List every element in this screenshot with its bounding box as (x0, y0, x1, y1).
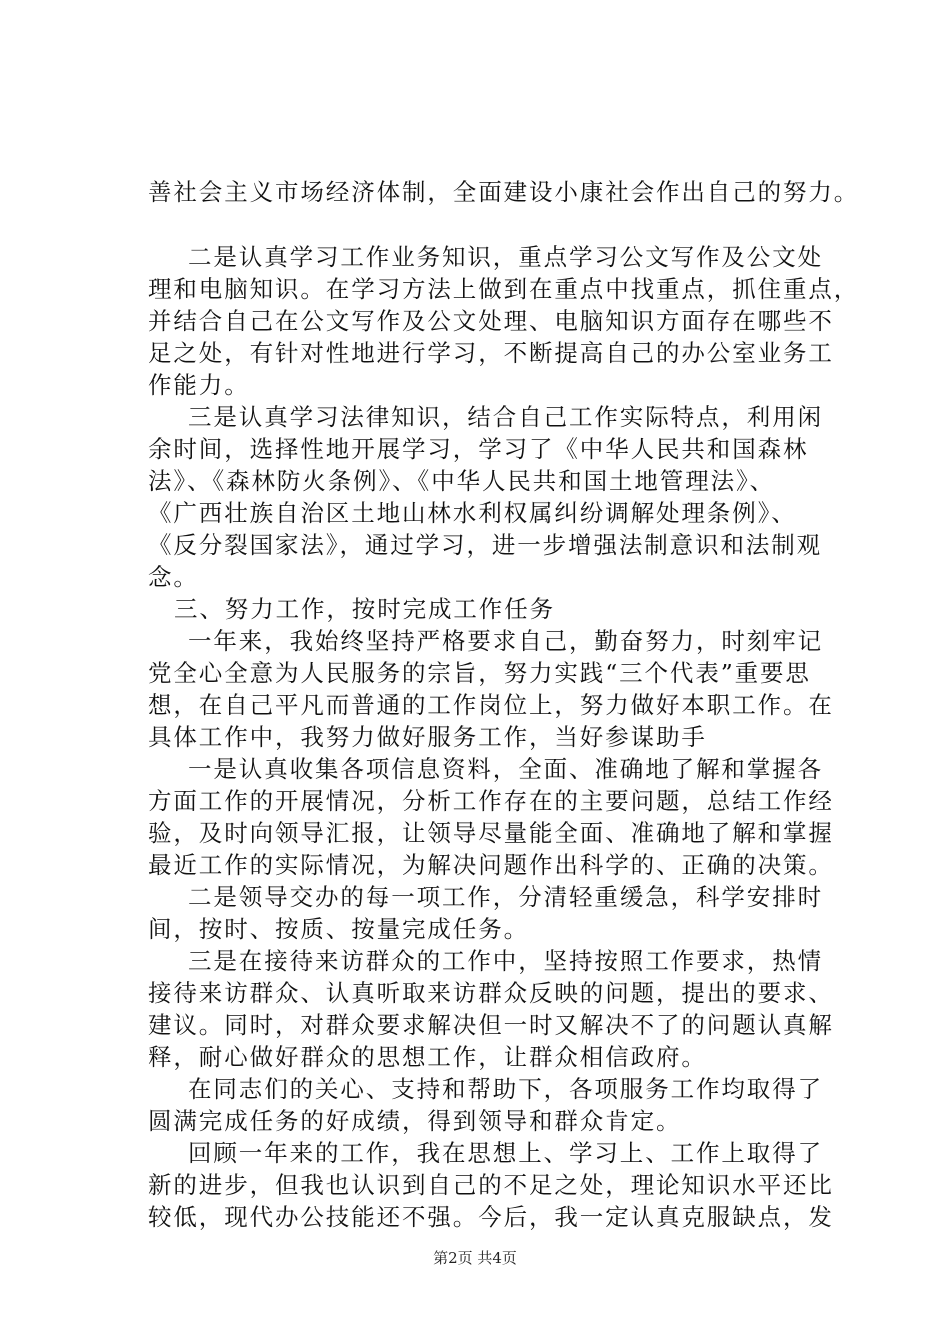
paragraph-line: 并结合自己在公文写作及公文处理、电脑知识方面存在哪些不 (148, 307, 834, 335)
paragraph-line: 二是领导交办的每一项工作，分清轻重缓急，科学安排时 (188, 883, 823, 911)
paragraph-line: 法》、《森林防火条例》、《中华人民共和国土地管理法》、 (148, 467, 776, 495)
paragraph-line: 善社会主义市场经济体制，全面建设小康社会作出自己的努力。 (148, 178, 860, 206)
paragraph-line: 间，按时、按质、按量完成任务。 (148, 915, 529, 943)
paragraph-line: 一是认真收集各项信息资料，全面、准确地了解和掌握各 (188, 755, 823, 783)
paragraph-line: 《反分裂国家法》，通过学习，进一步增强法制意识和法制观 (148, 531, 823, 559)
paragraph-line: 具体工作中，我努力做好服务工作，当好参谋助手 (148, 723, 707, 751)
paragraph-line: 回顾一年来的工作，我在思想上、学习上、工作上取得了 (188, 1139, 823, 1167)
paragraph-line: 方面工作的开展情况，分析工作存在的主要问题，总结工作经 (148, 787, 834, 815)
paragraph-line: 释，耐心做好群众的思想工作，让群众相信政府。 (148, 1043, 707, 1071)
section-heading: 三、努力工作，按时完成工作任务 (174, 595, 555, 623)
paragraph-line: 在同志们的关心、支持和帮助下，各项服务工作均取得了 (188, 1075, 823, 1103)
paragraph-line: 建议。同时，对群众要求解决但一时又解决不了的问题认真解 (148, 1011, 834, 1039)
paragraph-line: 新的进步，但我也认识到自己的不足之处，理论知识水平还比 (148, 1171, 834, 1199)
paragraph-line: 三是在接待来访群众的工作中，坚持按照工作要求，热情 (188, 947, 823, 975)
paragraph-line: 较低，现代办公技能还不强。今后，我一定认真克服缺点，发 (148, 1203, 834, 1231)
paragraph-line: 足之处，有针对性地进行学习，不断提高自己的办公室业务工 (148, 339, 834, 367)
paragraph-line: 党全心全意为人民服务的宗旨，努力实践“三个代表”重要思 (148, 659, 811, 687)
paragraph-line: 最近工作的实际情况，为解决问题作出科学的、正确的决策。 (148, 851, 834, 879)
paragraph-line: 接待来访群众、认真听取来访群众反映的问题，提出的要求、 (148, 979, 834, 1007)
page-number-footer: 第2页 共4页 (433, 1249, 517, 1267)
paragraph-line: 一年来，我始终坚持严格要求自己，勤奋努力，时刻牢记 (188, 627, 823, 655)
paragraph-line: 三是认真学习法律知识，结合自己工作实际特点，利用闲 (188, 403, 823, 431)
paragraph-line: 《广西壮族自治区土地山林水利权属纠纷调解处理条例》、 (148, 499, 797, 527)
paragraph-line: 余时间，选择性地开展学习，学习了《中华人民共和国森林 (148, 435, 809, 463)
paragraph-line: 二是认真学习工作业务知识，重点学习公文写作及公文处 (188, 243, 823, 271)
paragraph-line: 念。 (148, 563, 199, 591)
paragraph-line: 想，在自己平凡而普通的工作岗位上，努力做好本职工作。在 (148, 691, 834, 719)
paragraph-line: 作能力。 (148, 371, 250, 399)
paragraph-line: 理和电脑知识。在学习方法上做到在重点中找重点，抓住重点， (148, 275, 860, 303)
paragraph-line: 验，及时向领导汇报，让领导尽量能全面、准确地了解和掌握 (148, 819, 834, 847)
paragraph-line: 圆满完成任务的好成绩，得到领导和群众肯定。 (148, 1107, 682, 1135)
